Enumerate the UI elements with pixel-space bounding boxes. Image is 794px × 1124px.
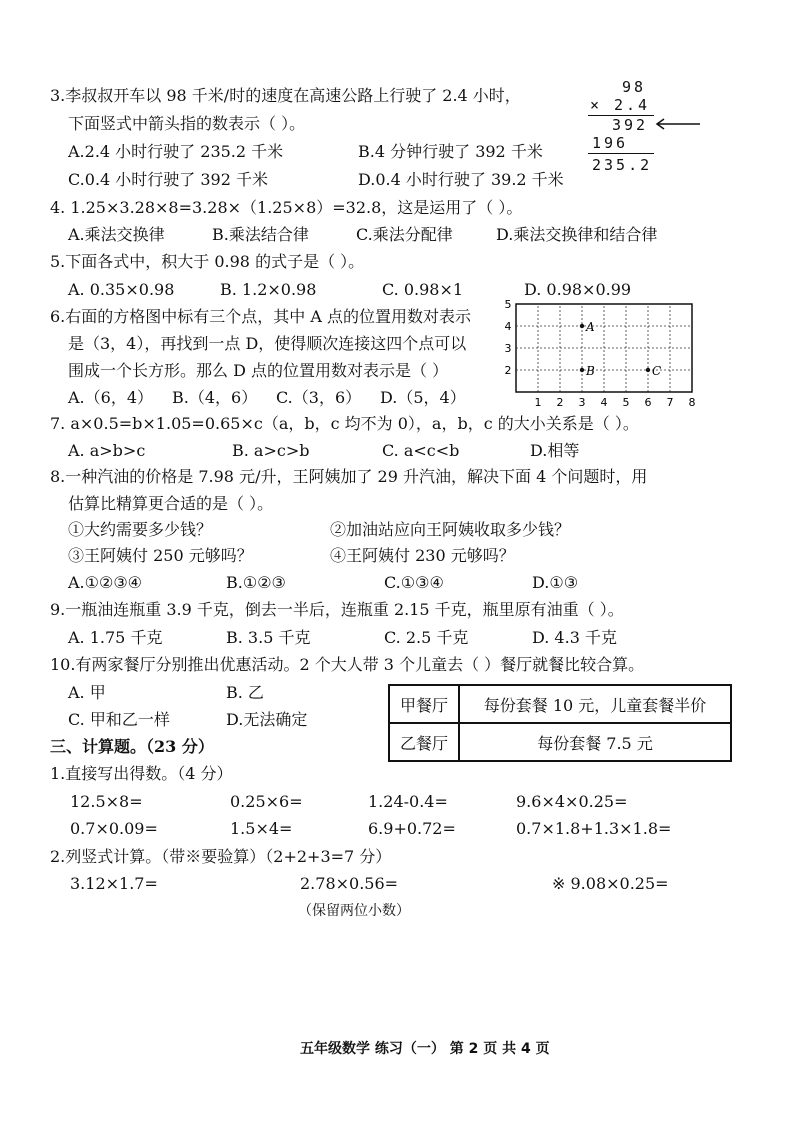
q7-stem: 7. a×0.5=b×1.05=0.65×c（a，b，c 均不为 0），a，b，c 的大小关系是（ ）。 bbox=[50, 414, 639, 433]
q6-option-b: B.（4，6） bbox=[172, 388, 258, 407]
vertical-row-product: 235.2 bbox=[592, 156, 653, 174]
vertical-operator: × bbox=[590, 96, 603, 114]
q8-option-d: D.①③ bbox=[532, 573, 579, 592]
y-tick-label: 3 bbox=[504, 342, 512, 355]
x-tick-label: 1 bbox=[534, 396, 542, 409]
q5-stem: 5.下面各式中，积大于 0.98 的式子是（ ）。 bbox=[50, 252, 365, 271]
y-tick-label: 2 bbox=[504, 364, 512, 377]
x-tick-label: 2 bbox=[556, 396, 564, 409]
q8-option-a: A.①②③④ bbox=[68, 573, 143, 592]
restaurant-offer: 每份套餐 7.5 元 bbox=[459, 723, 731, 761]
vertical-line-2 bbox=[588, 153, 654, 154]
q3-option-c: C.0.4 小时行驶了 392 千米 bbox=[68, 170, 269, 189]
q8-option-c: C.①③④ bbox=[384, 573, 444, 592]
q7-option-a: A. a>b>c bbox=[68, 441, 146, 460]
q8-sub-1: ①大约需要多少钱？ bbox=[68, 520, 213, 539]
q8-stem-line1: 8.一种汽油的价格是 7.98 元/升，王阿姨加了 29 升汽油，解决下面 4 个问题时，用 bbox=[50, 467, 648, 486]
restaurant-name: 甲餐厅 bbox=[389, 685, 459, 723]
q7-option-c: C. a<c<b bbox=[382, 441, 460, 460]
q8-sub-4: ④王阿姨付 230 元够吗？ bbox=[330, 546, 515, 565]
q3-stem-line1: 3.李叔叔开车以 98 千米/时的速度在高速公路上行驶了 2.4 小时， bbox=[50, 86, 521, 105]
q5-option-d: D. 0.98×0.99 bbox=[524, 280, 632, 299]
x-tick-label: 4 bbox=[600, 396, 608, 409]
restaurant-offer: 每份套餐 10 元，儿童套餐半价 bbox=[459, 685, 731, 723]
vertical-calc-item: 3.12×1.7= bbox=[70, 874, 158, 893]
mental-math-item: 0.7×0.09= bbox=[70, 819, 158, 838]
grid-point bbox=[580, 324, 584, 328]
q4-option-b: B.乘法结合律 bbox=[212, 225, 309, 244]
q6-option-d: D.（5，4） bbox=[380, 388, 466, 407]
point-label: C bbox=[652, 364, 662, 378]
vertical-row-multiplier: 2.4 bbox=[614, 96, 651, 114]
q3-option-a: A.2.4 小时行驶了 235.2 千米 bbox=[68, 142, 284, 161]
q6-stem-line2: 是（3，4），再找到一点 D，使得顺次连接这四个点可以 bbox=[68, 334, 467, 353]
x-tick-label: 3 bbox=[578, 396, 586, 409]
vertical-row-partial-1: 392 bbox=[612, 116, 649, 134]
vertical-row-multiplicand: 98 bbox=[622, 78, 647, 96]
part-2-title: 2.列竖式计算。（带※要验算）（2+2+3=7 分） bbox=[50, 847, 392, 866]
mental-math-item: 9.6×4×0.25= bbox=[516, 792, 628, 811]
x-tick-label: 8 bbox=[688, 396, 696, 409]
q4-stem: 4. 1.25×3.28×8=3.28×（1.25×8）=32.8，这是运用了（ ）。 bbox=[50, 198, 523, 217]
q8-option-b: B.①②③ bbox=[226, 573, 286, 592]
x-tick-label: 6 bbox=[644, 396, 652, 409]
grid-point bbox=[646, 368, 650, 372]
y-tick-label: 4 bbox=[504, 320, 512, 333]
vertical-calc-item: ※ 9.08×0.25= bbox=[552, 874, 669, 893]
grid-point bbox=[580, 368, 584, 372]
mental-math-item: 1.5×4= bbox=[230, 819, 293, 838]
q7-option-b: B. a>c>b bbox=[232, 441, 310, 460]
q10-option-a: A. 甲 bbox=[68, 683, 106, 702]
q5-option-a: A. 0.35×0.98 bbox=[68, 280, 175, 299]
q8-stem-line2: 估算比精算更合适的是（ ）。 bbox=[68, 494, 274, 513]
q5-option-c: C. 0.98×1 bbox=[382, 280, 464, 299]
q8-sub-3: ③王阿姨付 250 元够吗？ bbox=[68, 546, 253, 565]
q3-option-d: D.0.4 小时行驶了 39.2 千米 bbox=[358, 170, 564, 189]
q6-option-a: A.（6，4） bbox=[68, 388, 154, 407]
mental-math-item: 6.9+0.72= bbox=[368, 819, 456, 838]
q9-option-b: B. 3.5 千克 bbox=[226, 628, 311, 647]
q10-stem: 10.有两家餐厅分别推出优惠活动。2 个大人带 3 个儿童去（ ）餐厅就餐比较合算。 bbox=[50, 655, 645, 674]
table-row bbox=[389, 723, 731, 761]
q10-option-b: B. 乙 bbox=[226, 683, 264, 702]
q7-option-d: D.相等 bbox=[530, 441, 580, 460]
mental-math-item: 12.5×8= bbox=[70, 792, 143, 811]
q6-stem-line1: 6.右面的方格图中标有三个点，其中 A 点的位置用数对表示 bbox=[50, 307, 471, 326]
q5-option-b: B. 1.2×0.98 bbox=[220, 280, 317, 299]
q6-stem-line3: 围成一个长方形。那么 D 点的位置用数对表示是（ ） bbox=[68, 361, 449, 380]
q4-option-d: D.乘法交换律和结合律 bbox=[496, 225, 658, 244]
q9-stem: 9.一瓶油连瓶重 3.9 千克，倒去一半后，连瓶重 2.15 千克，瓶里原有油重（ ）。 bbox=[50, 600, 624, 619]
q10-option-c: C. 甲和乙一样 bbox=[68, 710, 170, 729]
q6-option-c: C.（3，6） bbox=[276, 388, 362, 407]
q4-option-a: A.乘法交换律 bbox=[68, 225, 165, 244]
q9-option-d: D. 4.3 千克 bbox=[532, 628, 617, 647]
q9-option-c: C. 2.5 千克 bbox=[384, 628, 469, 647]
q4-option-c: C.乘法分配律 bbox=[356, 225, 453, 244]
restaurant-name: 乙餐厅 bbox=[389, 723, 459, 761]
mental-math-item: 1.24-0.4= bbox=[368, 792, 448, 811]
arrow-left-icon bbox=[654, 117, 702, 131]
table-row bbox=[389, 685, 731, 723]
x-tick-label: 7 bbox=[666, 396, 674, 409]
restaurant-promo-table bbox=[388, 684, 732, 762]
q9-option-a: A. 1.75 千克 bbox=[68, 628, 163, 647]
mental-math-item: 0.25×6= bbox=[230, 792, 303, 811]
vertical-row-partial-2: 196 bbox=[592, 134, 629, 152]
point-label: B bbox=[586, 364, 595, 378]
section-title-calculation: 三、计算题。（23 分） bbox=[50, 737, 214, 756]
page-footer: 五年级数学 练习（一） 第 2 页 共 4 页 bbox=[300, 1041, 550, 1057]
vertical-calc-item: 2.78×0.56= bbox=[300, 874, 399, 893]
rounding-note: （保留两位小数） bbox=[298, 903, 410, 919]
coordinate-grid bbox=[504, 296, 694, 408]
part-1-title: 1.直接写出得数。（4 分） bbox=[50, 764, 233, 783]
q10-option-d: D.无法确定 bbox=[226, 710, 308, 729]
q8-sub-2: ②加油站应向王阿姨收取多少钱？ bbox=[330, 520, 571, 539]
q3-stem-line2: 下面竖式中箭头指的数表示（ ）。 bbox=[68, 114, 306, 133]
y-tick-label: 5 bbox=[504, 298, 512, 311]
x-tick-label: 5 bbox=[622, 396, 630, 409]
mental-math-item: 0.7×1.8+1.3×1.8= bbox=[516, 819, 672, 838]
q3-option-b: B.4 分钟行驶了 392 千米 bbox=[358, 142, 543, 161]
point-label: A bbox=[586, 320, 595, 334]
q6-grid-figure bbox=[504, 296, 694, 408]
